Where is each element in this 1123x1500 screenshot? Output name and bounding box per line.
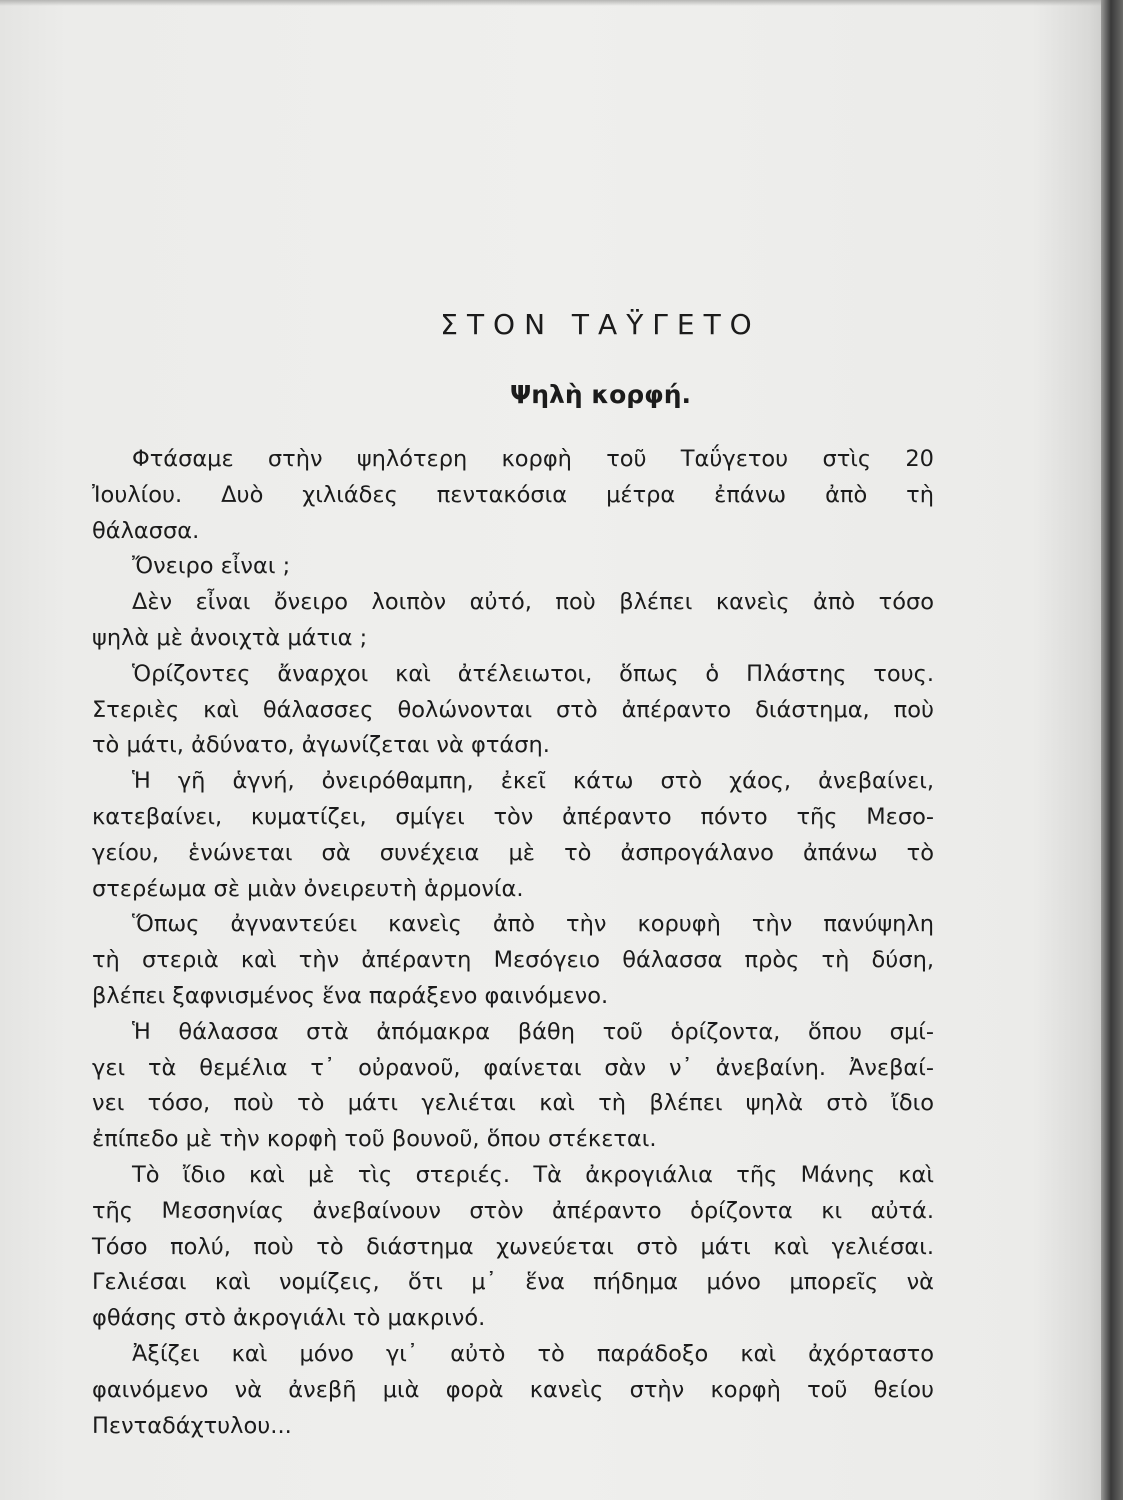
- book-spine: [1101, 0, 1123, 1500]
- text-line: Πενταδάχτυλου...: [92, 1412, 292, 1439]
- text-line: Στεριὲς καὶ θάλασσες θολώνονται στὸ ἀπέραντο διάστημα, ποὺ: [92, 696, 934, 723]
- text-line: Φτάσαμε στὴν ψηλότερη κορφὴ τοῦ Ταΰγετου στὶς 20: [132, 446, 934, 472]
- page-top-edge: [0, 0, 1123, 6]
- chapter-title: ΣΤΟΝ ΤΑΫΓΕΤΟ: [440, 308, 761, 341]
- text-line: ψηλὰ μὲ ἀνοιχτὰ μάτια ;: [92, 624, 368, 651]
- text-line: γει τὰ θεμέλια τ᾽ οὐρανοῦ, φαίνεται σὰν ν᾽ ἀνεβαίνη. Ἀνεβαί-: [92, 1054, 934, 1081]
- text-line: Ἰουλίου. Δυὸ χιλιάδες πεντακόσια μέτρα ἐπάνω ἀπὸ τὴ: [92, 481, 934, 508]
- text-line: κατεβαίνει, κυματίζει, σμίγει τὸν ἀπέραντο πόντο τῆς Μεσο-: [92, 803, 934, 830]
- text-line: ἐπίπεδο μὲ τὴν κορφὴ τοῦ βουνοῦ, ὅπου στέκεται.: [92, 1126, 657, 1153]
- text-line: Ἡ γῆ ἁγνή, ὀνειρόθαμπη, ἐκεῖ κάτω στὸ χάος, ἀνεβαίνει,: [132, 768, 934, 795]
- text-line: Δὲν εἶναι ὄνειρο λοιπὸν αὐτό, ποὺ βλέπει κανεὶς ἀπὸ τόσο: [132, 589, 934, 616]
- text-line: θάλασσα.: [92, 517, 200, 544]
- text-line: τὴ στεριὰ καὶ τὴν ἀπέραντη Μεσόγειο θάλασσα πρὸς τὴ δύση,: [92, 947, 934, 974]
- text-line: νει τόσο, ποὺ τὸ μάτι γελιέται καὶ τὴ βλέπει ψηλὰ στὸ ἴδιο: [92, 1090, 934, 1117]
- text-line: Ἡ θάλασσα στὰ ἀπόμακρα βάθη τοῦ ὁρίζοντα, ὅπου σμί-: [132, 1018, 934, 1045]
- text-line: Γελιέσαι καὶ νομίζεις, ὅτι μ᾽ ἕνα πήδημα μόνο μπορεῖς νὰ: [92, 1269, 934, 1296]
- text-line: στερέωμα σὲ μιὰν ὀνειρευτὴ ἁρμονία.: [92, 875, 524, 902]
- text-line: Ὅπως ἀγναντεύει κανεὶς ἀπὸ τὴν κορυφὴ τὴν πανύψηλη: [132, 911, 934, 938]
- text-line: Τόσο πολύ, ποὺ τὸ διάστημα χωνεύεται στὸ μάτι καὶ γελιέσαι.: [92, 1233, 934, 1260]
- text-line: Ὁρίζοντες ἄναρχοι καὶ ἀτέλειωτοι, ὅπως ὁ Πλάστης τους.: [132, 660, 934, 687]
- text-line: τῆς Μεσσηνίας ἀνεβαίνουν στὸν ἀπέραντο ὁρίζοντα κι αὐτά.: [92, 1197, 934, 1224]
- text-line: Ὄνειρο εἶναι ;: [132, 553, 291, 580]
- text-line: τὸ μάτι, ἀδύνατο, ἀγωνίζεται νὰ φτάση.: [92, 732, 550, 759]
- text-line: γείου, ἑνώνεται σὰ συνέχεια μὲ τὸ ἀσπρογάλανο ἀπάνω τὸ: [92, 839, 934, 866]
- text-line: φαινόμενο νὰ ἀνεβῆ μιὰ φορὰ κανεὶς στὴν κορφὴ τοῦ θείου: [92, 1376, 934, 1403]
- text-line: φθάσης στὸ ἀκρογιάλι τὸ μακρινό.: [92, 1305, 486, 1332]
- text-line: βλέπει ξαφνισμένος ἕνα παράξενο φαινόμενο.: [92, 982, 609, 1009]
- text-line: Ἀξίζει καὶ μόνο γι᾽ αὐτὸ τὸ παράδοξο καὶ ἀχόρταστο: [132, 1340, 934, 1367]
- section-subtitle: Ψηλὴ κορφή.: [509, 380, 692, 409]
- text-line: Τὸ ἴδιο καὶ μὲ τὶς στεριές. Τὰ ἀκρογιάλια τῆς Μάνης καὶ: [132, 1161, 934, 1188]
- body-text: [92, 442, 934, 1444]
